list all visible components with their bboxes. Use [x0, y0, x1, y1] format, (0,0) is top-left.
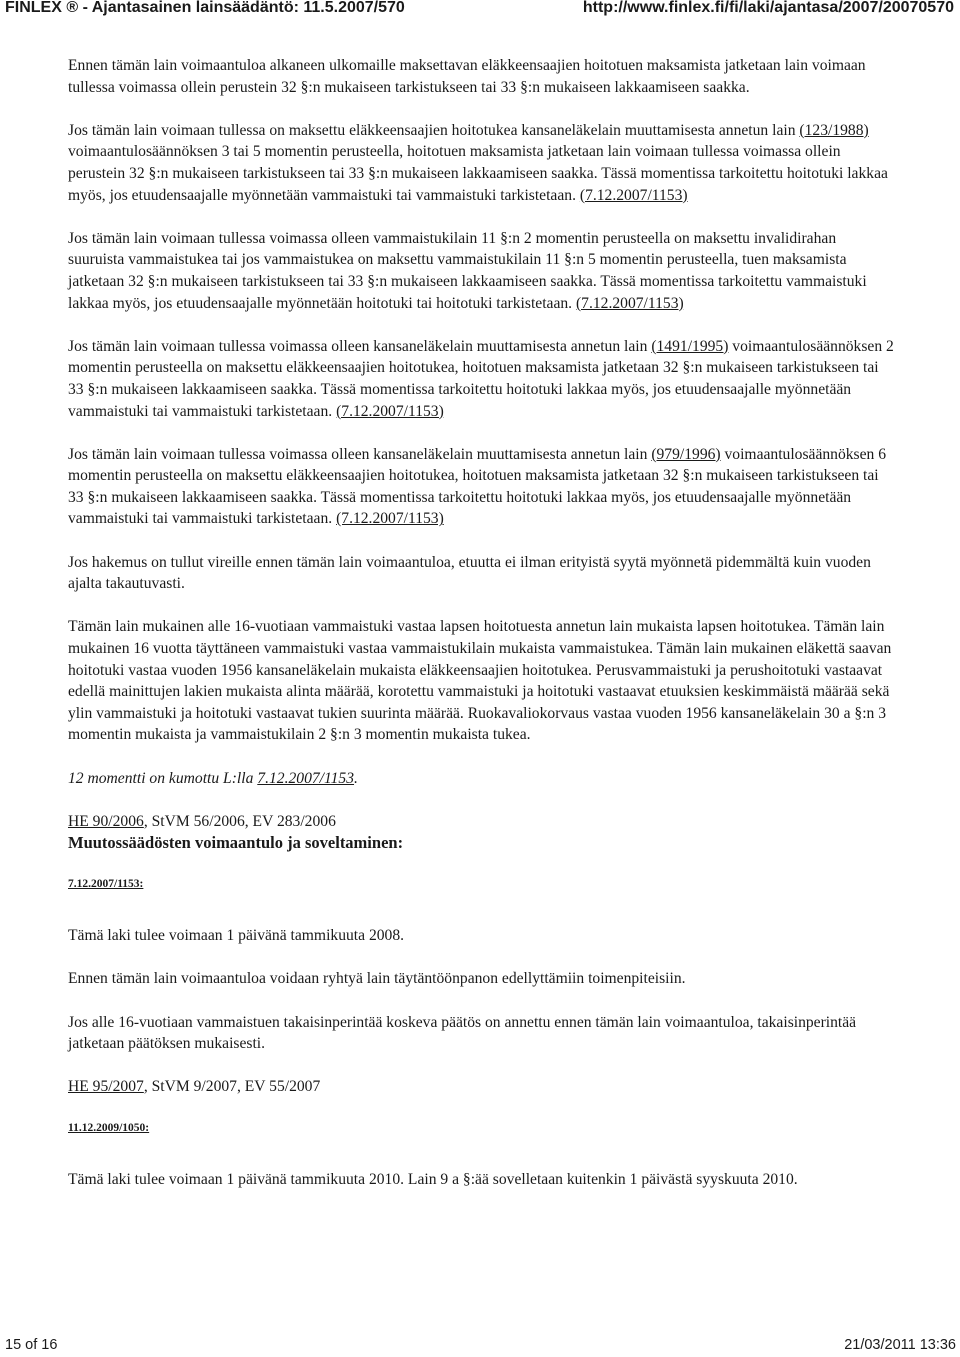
he-95-2007-link[interactable]: HE 95/2007 [68, 1078, 144, 1096]
legislative-references-2 [68, 1076, 896, 1098]
amendment-2009-paragraph-1: Tämä laki tulee voimaan 1 päivänä tammikuuta 2010. Lain 9 a §:ää sovelletaan kuitenkin 1 päivästä syyskuuta 2010. [68, 1171, 798, 1189]
page-number: 15 of 16 [5, 1337, 58, 1353]
amendment-label-2009 [68, 1120, 896, 1136]
paragraph-5 [68, 444, 896, 530]
paragraph-4-text-b: voimaantulosäännöksen 2 momentin perusteella on maksettu eläkkeensaajien hoitotukea, hoitotuen maksamista jatketaan 32 §:n mukaiseen tarkistukseen tai 33 §:n mukaiseen lakkaamiseen saakka. Tässä momentissa tarkoitettu hoitotuki lakkaa myös, jos etuudensaajalle myönnetään vammaistuki tai vammaistuki tarkistetaan. [68, 337, 894, 420]
page-title: FINLEX ® - Ajantasainen lainsäädäntö: 11.5.2007/570 [5, 0, 405, 16]
legislative-references-1 [68, 811, 896, 833]
repeal-note [68, 768, 896, 790]
he-90-2006-link[interactable]: HE 90/2006 [68, 812, 144, 830]
paragraph-7: Tämän lain mukainen alle 16-vuotiaan vammaistuki vastaa lapsen hoitotuesta annetun lain mukaista lapsen hoitotukea. Tämän lain mukainen 16 vuotta täyttäneen vammaistuki vastaa vammaistukilain mukaista vammaistukea. Tämän lain mukainen eläkettä saavan hoitotuki vastaa vuoden 1956 kansaneläkelain mukaista eläkkeensaajien hoitotukea. Perusvammaistuki ja perushoitotuki vastaavat edellä mainittujen lakien mukaista alinta määrää, korotettu vammaistuki ja hoitotuki vastaavat etuuksien keskimmäistä määrää sekä ylin vammaistuki ja hoitotuki vastaavat tukien suurinta määrää. Ruokavaliokorvaus vastaa vuoden 1956 kansaneläkelain 30 a §:n 3 momentin mukaista ja vammaistukilain 2 §:n 3 momentin mukaista tukea. [68, 618, 892, 744]
paragraph-5-text-b: voimaantulosäännöksen 6 momentin perusteella on maksettu eläkkeensaajien hoitotukea, hoitotuen maksamista jatketaan 32 §:n mukaiseen tarkistukseen tai 33 §:n mukaiseen lakkaamiseen saakka. Tässä momentissa tarkoitettu hoitotuki lakkaa myös, jos etuudensaajalle myönnetään vammaistuki tai vammaistuki tarkistetaan. [68, 445, 887, 528]
paragraph-2-text-b: voimaantulosäännöksen 3 tai 5 momentin perusteella, hoitotuen maksamista jatketaan lain voimaan tullessa voimassa ollein perustein 32 §:n mukaiseen tarkistukseen tai 33 §:n mukaiseen lakkaamiseen saakka. Tässä momentissa tarkoitettu hoitotuki lakkaa myös, jos etuudensaajalle myönnetään vammaistuki tai vammaistuki tarkistetaan. [68, 143, 888, 204]
paragraph-3-text: Jos tämän lain voimaan tullessa voimassa olleen vammaistukilain 11 §:n 2 momentin perusteella on maksettu invalidirahan suuruista vammaistukea tai jos vammaistukea on maksettu vammaistukilain 11 §:n 5 momentin perusteella, tuen maksamista jatketaan 32 §:n mukaiseen tarkistukseen tai 33 §:n mukaiseen lakkaamiseen saakka. Tässä momentissa tarkoitettu vammaistuki lakkaa myös, jos etuudensaajalle myönnetään hoitotuki tai hoitotuki tarkistetaan. [68, 229, 867, 312]
amendment-ref-link[interactable]: (7.12.2007/1153) [579, 186, 688, 204]
references-2-rest: , StVM 9/2007, EV 55/2007 [143, 1078, 321, 1096]
repeal-note-text: 12 momentti on kumottu L:lla [68, 769, 258, 787]
print-header [0, 0, 960, 20]
paragraph-1: Ennen tämän lain voimaantuloa alkaneen ulkomaille maksettavan eläkkeensaajien hoitotuen maksamista jatketaan lain voimaan tullessa voimassa ollein perustein 32 §:n mukaiseen tarkistukseen tai 33 §:n mukaiseen lakkaamiseen saakka. [68, 57, 866, 96]
law-link-979-1996[interactable]: (979/1996) [651, 445, 721, 463]
amendment-2007-paragraph-3: Jos alle 16-vuotiaan vammaistuen takaisinperintää koskeva päätös on annettu ennen tämän lain voimaantuloa, takaisinperintää jatketaan päätöksen mukaisesti. [68, 1013, 857, 1053]
section-heading: Muutossäädösten voimaantulo ja soveltaminen: [68, 833, 404, 853]
print-datetime: 21/03/2011 13:36 [844, 1337, 956, 1353]
document-body [68, 55, 896, 1212]
amendment-label-2007 [68, 876, 896, 892]
amendment-ref-link[interactable]: (7.12.2007/1153) [575, 294, 684, 312]
amendment-link-2009[interactable]: 11.12.2009/1050: [68, 1121, 150, 1134]
amendment-link-2007[interactable]: 7.12.2007/1153: [68, 877, 144, 890]
repeal-note-link[interactable]: 7.12.2007/1153 [257, 769, 355, 787]
paragraph-3 [68, 228, 896, 314]
paragraph-5-text-a: Jos tämän lain voimaan tullessa voimassa olleen kansaneläkelain muuttamisesta annetun lain [68, 445, 652, 463]
amendment-2007-paragraph-2: Ennen tämän lain voimaantuloa voidaan ryhtyä lain täytäntöönpanon edellyttämiin toimenpiteisiin. [68, 970, 686, 988]
paragraph-2-text-a: Jos tämän lain voimaan tullessa on maksettu eläkkeensaajien hoitotukea kansaneläkelain muuttamisesta annetun lain [68, 121, 800, 139]
amendment-ref-link[interactable]: (7.12.2007/1153) [336, 510, 444, 528]
law-link-1491-1995[interactable]: (1491/1995) [651, 337, 729, 355]
paragraph-2 [68, 120, 896, 206]
paragraph-4-text-a: Jos tämän lain voimaan tullessa voimassa olleen kansaneläkelain muuttamisesta annetun lain [68, 337, 652, 355]
print-footer [0, 1335, 960, 1357]
amendment-2007-paragraph-1: Tämä laki tulee voimaan 1 päivänä tammikuuta 2008. [68, 927, 405, 945]
references-1-rest: , StVM 56/2006, EV 283/2006 [143, 812, 336, 830]
paragraph-6: Jos hakemus on tullut vireille ennen tämän lain voimaantuloa, etuutta ei ilman erityistä syytä myönnetä pidemmältä kuin vuoden ajalta takautuvasti. [68, 553, 871, 593]
law-link-123-1988[interactable]: (123/1988) [799, 121, 869, 139]
repeal-note-period: . [354, 769, 358, 787]
page-url: http://www.finlex.fi/fi/laki/ajantasa/2007/20070570 [582, 0, 954, 16]
paragraph-4 [68, 336, 896, 422]
amendment-ref-link[interactable]: (7.12.2007/1153) [336, 402, 444, 420]
